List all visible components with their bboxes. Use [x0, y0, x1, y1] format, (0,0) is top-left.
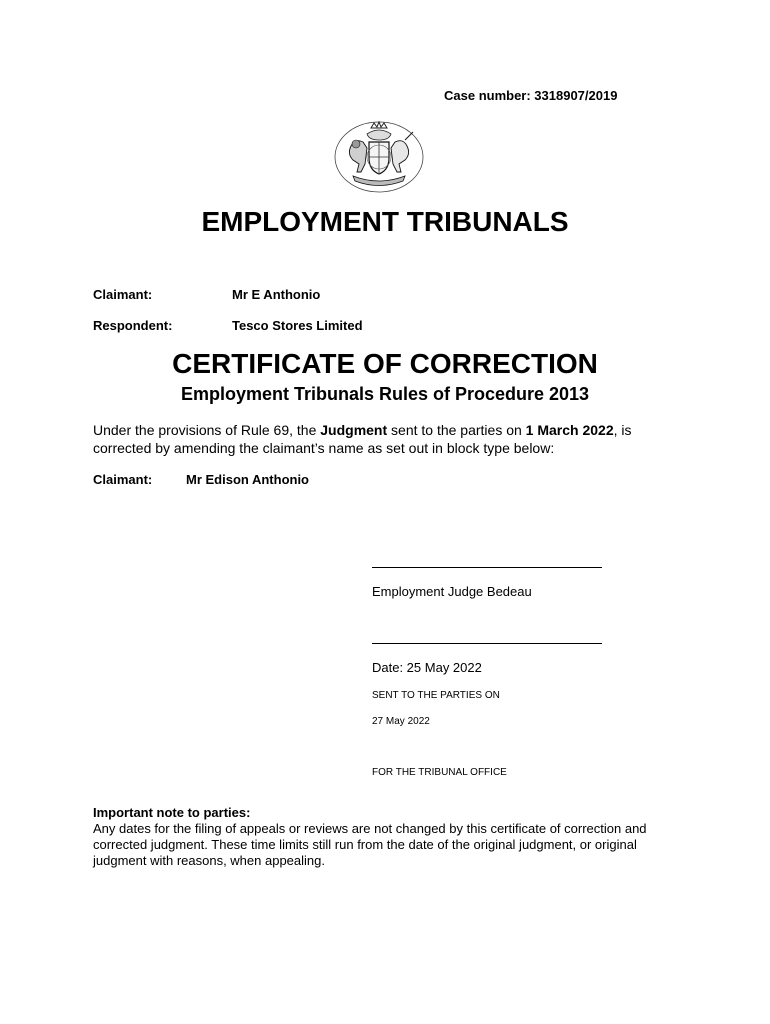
claimant-label: Claimant: — [93, 287, 153, 302]
important-note-body: Any dates for the filing of appeals or reviews are not changed by this certificate of correction and corrected judgment. These time limits still run from the date of the original judgment, or original judgment with reasons, when appealing. — [93, 821, 647, 868]
certificate-title: CERTIFICATE OF CORRECTION — [172, 348, 598, 379]
case-number: Case number: 3318907/2019 — [444, 88, 618, 103]
corrected-claimant-label: Claimant: — [93, 472, 153, 487]
corrected-claimant-value: Mr Edison Anthonio — [186, 472, 309, 487]
provision-text-1: Under the provisions of Rule 69, the — [93, 422, 321, 438]
provision-judgment: Judgment — [320, 422, 388, 438]
signature-date: Date: 25 May 2022 — [372, 660, 482, 675]
provision-text-3: , is corrected by amending the claimant’s name as set out in block type below: — [93, 422, 632, 456]
claimant-value: Mr E Anthonio — [232, 287, 321, 302]
judge-name: Employment Judge Bedeau — [372, 584, 532, 599]
provision-text-2: sent to the parties on — [387, 422, 526, 438]
royal-coat-of-arms-icon — [333, 120, 425, 194]
certificate-subtitle: Employment Tribunals Rules of Procedure 2013 — [180, 384, 590, 404]
respondent-value: Tesco Stores Limited — [232, 318, 363, 333]
signature-line — [372, 567, 602, 568]
provision-date: 1 March 2022 — [525, 422, 614, 438]
respondent-label: Respondent: — [93, 318, 173, 333]
important-note-heading: Important note to parties: — [93, 805, 251, 820]
document-title: EMPLOYMENT TRIBUNALS — [201, 206, 569, 237]
date-line — [372, 643, 602, 644]
sent-to-parties-label: SENT TO THE PARTIES ON — [372, 690, 500, 701]
sent-date: 27 May 2022 — [372, 716, 430, 727]
tribunal-office-label: FOR THE TRIBUNAL OFFICE — [372, 767, 507, 778]
provision-paragraph — [93, 421, 693, 457]
